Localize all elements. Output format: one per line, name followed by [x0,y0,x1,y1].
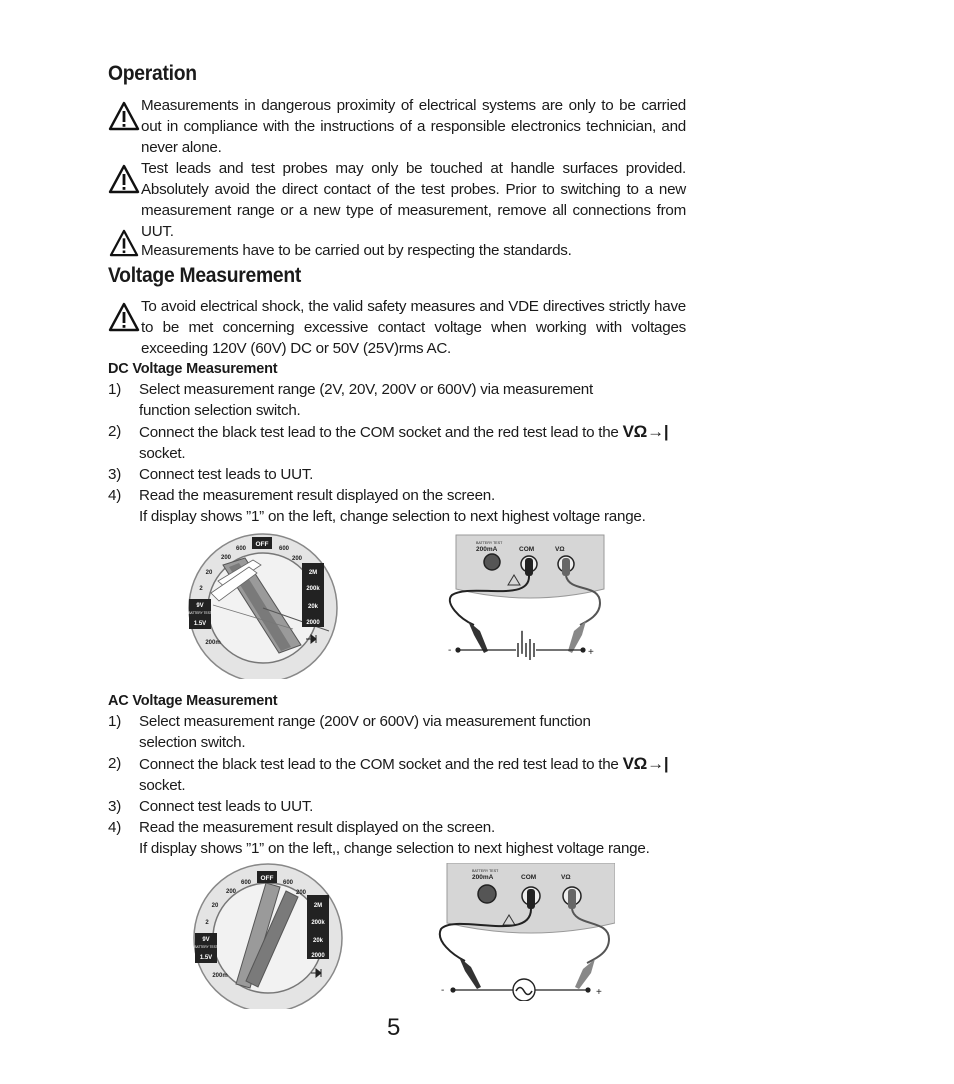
ac-step-4: 4) Read the measurement result displayed on the screen. If display shows ”1” on the left,, change selection to next highest voltage range. [108,819,650,857]
warning-block-2 [108,158,686,242]
svg-text:200: 200 [225,889,237,895]
svg-text:600: 600 [282,880,294,886]
ac-heading: AC Voltage Measurement [108,693,278,709]
svg-text:1.5V: 1.5V [199,955,213,961]
svg-text:2: 2 [199,586,203,592]
svg-text:+: + [588,647,594,658]
svg-text:600: 600 [240,880,252,886]
ma-socket [484,554,500,570]
ac-meter-illustration [435,863,615,1001]
dc-step-3: 3) Connect test leads to UUT. [108,466,314,483]
svg-text:200: 200 [220,555,232,561]
svg-text:2000: 2000 [311,953,325,959]
dc-dial-illustration [183,533,343,679]
svg-text:2M: 2M [313,903,323,909]
ac-steps [108,711,708,859]
svg-text:20k: 20k [312,938,324,944]
svg-text:BATTERY TEST: BATTERY TEST [472,869,499,873]
voltage-heading: Voltage Measurement [108,264,302,287]
ac-step-3: 3) Connect test leads to UUT. [108,798,314,815]
svg-text:2M: 2M [308,570,318,576]
svg-text:200: 200 [291,556,303,562]
v-ohm-diode-icon: VΩ→| [622,422,669,441]
dc-step-2: 2) Connect the black test lead to the COM socket and the red test lead to the VΩ→| socket. [108,422,669,462]
warning-text: Test leads and test probes may only be touched at handle surfaces provided. Absolutely avoid the direct contact of the test probes. Prior to switching to a new measurement range or a new type of measurement, remove all connections from UUT. [141,160,686,240]
svg-text:600: 600 [235,546,247,552]
dial-off-label: OFF [255,541,269,548]
ac-step-2: 2) Connect the black test lead to the COM socket and the red test lead to the VΩ→| socket. [108,754,669,794]
svg-text:VΩ: VΩ [561,874,571,881]
svg-text:200k: 200k [311,920,325,926]
svg-text:OFF: OFF [260,875,274,882]
svg-text:600: 600 [278,546,290,552]
svg-text:2: 2 [205,920,209,926]
ma-socket [478,885,496,903]
svg-text:COM: COM [521,874,537,881]
svg-text:-: - [441,985,445,996]
svg-text:20: 20 [211,903,219,909]
dc-steps [108,379,708,527]
svg-text:200m: 200m [205,640,221,646]
svg-text:200: 200 [295,890,307,896]
v-ohm-diode-icon: VΩ→| [622,754,669,773]
ac-dial-illustration [188,863,348,1009]
warning-text: To avoid electrical shock, the valid safety measures and VDE directives strictly have to be met concerning excessive contact voltage when working with voltages exceeding 120V (60V) DC or 50V (25V)rms AC. [141,298,686,357]
ac-step-1: 1) Select measurement range (200V or 600V) via measurement function selection switch. [108,713,591,751]
svg-text:200mA: 200mA [476,546,498,553]
svg-text:COM: COM [519,546,535,553]
svg-text:20k: 20k [307,604,319,610]
warning-triangle-icon [108,101,140,131]
warning-block-1 [108,95,686,158]
svg-text:9V: 9V [202,937,210,943]
voltage-warning [108,296,686,359]
svg-text:200mA: 200mA [472,874,494,881]
svg-text:+: + [596,987,602,998]
svg-text:BATTERY TEST: BATTERY TEST [476,541,503,545]
dc-step-1: 1) Select measurement range (2V, 20V, 200V or 600V) via measurement function selection switch. [108,381,593,419]
warning-text: Measurements have to be carried out by respecting the standards. [141,242,572,259]
svg-text:200m: 200m [212,973,228,979]
warning-triangle-icon [108,164,140,194]
operation-heading: Operation [108,62,197,85]
svg-text:-: - [448,645,452,656]
page-number: 5 [387,1014,401,1041]
svg-text:VΩ: VΩ [555,546,565,553]
dc-meter-illustration [440,533,610,661]
warning-block-3 [108,240,686,261]
svg-text:1.5V: 1.5V [193,621,207,627]
svg-text:BATTERY TEST: BATTERY TEST [194,945,218,949]
dc-heading: DC Voltage Measurement [108,361,278,377]
svg-text:2000: 2000 [306,620,320,626]
dc-step-4: 4) Read the measurement result displayed on the screen. If display shows ”1” on the left, change selection to next highest voltage range. [108,487,646,525]
svg-text:200k: 200k [306,586,320,592]
warning-text: Measurements in dangerous proximity of electrical systems are only to be carried out in compliance with the instructions of a responsible electronics technician, and never alone. [141,97,686,156]
warning-triangle-icon [108,229,140,257]
svg-text:BATTERY TEST: BATTERY TEST [188,611,212,615]
svg-text:9V: 9V [196,603,204,609]
svg-text:20: 20 [205,570,213,576]
warning-triangle-icon [108,302,140,332]
